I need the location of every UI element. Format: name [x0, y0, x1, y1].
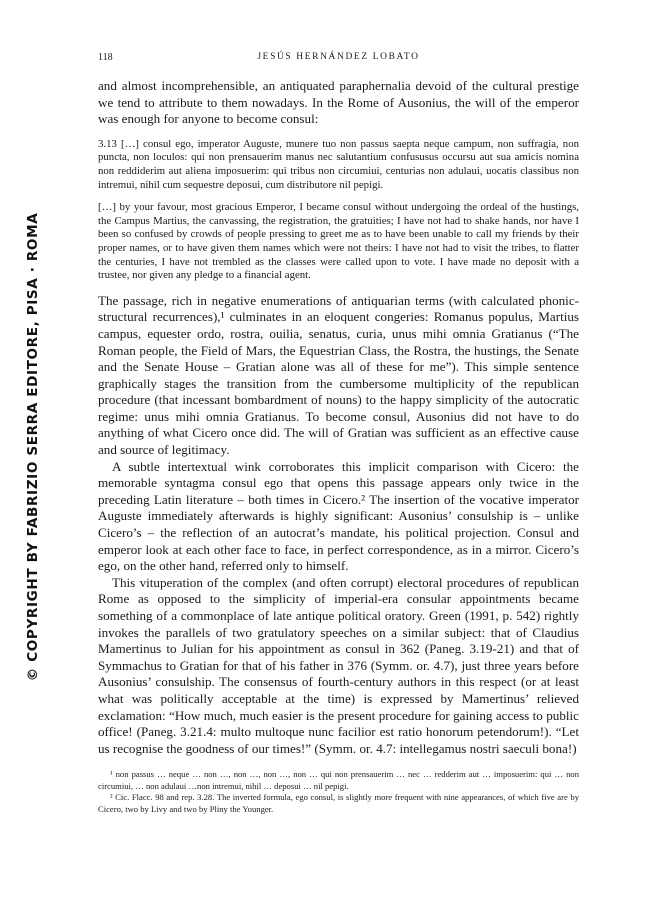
body-paragraph: This vituperation of the complex (and often corrupt) electoral procedures of republican Rome as opposed to the simplicity of imperial-era consular appointments became something of a commonplace of late antique political oratory. Green (1991, p. 542) rightly invokes the parallels of two gratulatory speeches on a similar subject: that of Claudius Mamertinus to Julian for his appointment as consul in 362 (Paneg. 3.19-21) and that of Symmachus to Gratian for that of his father in 376 (Symm. or. 4.7), just three years before Ausonius’ consulship. The consensus of fourth-century authors in this respect (or at least what was politically acceptable at the time) is expressed by Mamertinus’ relieved exclamation: “How much, much easier is the present procedure for gaining access to public office! (Paneg. 3.21.4: multo multoque nunc facilior est ratio honorum petendorum!). “Let us recognise the goodness of our times!” (Symm. or. 4.7: intellegamus nostri saeculi bona!)	[98, 574, 579, 756]
body-paragraph: A subtle intertextual wink corroborates this implicit comparison with Cicero: the memorable syntagma consul ego that opens this passage appears only twice in the preceding Latin literature – both times in Cicero.² The insertion of the vocative imperator Auguste immediately afterwards is highly significant: Ausonius’ consulship is – unlike Cicero’s – the reflection of an autocrat’s mandate, his political projection. Consul and emperor look at each other face to face, in perfect correspondence, as in a mirror. Cicero’s ego, on the other hand, referred only to himself.	[98, 458, 579, 574]
english-translation: […] by your favour, most gracious Emperor, I became consul without undergoing the ordeal of the hustings, the Campus Martius, the canvassing, the registration, the gratuities; I have not had to shake hands, nor have I been so confused by crowds of people pressing to greet me as to have been unable to call my friends by their proper names, or to have given them names which were not theirs: I have not had to visit the tribes, to flatter the centuries, I have not trembled as the classes were called upon to vote. I have made no deposit with a trustee, nor given any pledge to a financial agent.	[98, 201, 579, 282]
page-header	[98, 52, 579, 70]
copyright-notice: © COPYRIGHT BY FABRIZIO SERRA EDITORE, PISA · ROMA	[25, 212, 41, 682]
footnotes	[98, 769, 579, 815]
page-number: 118	[98, 52, 113, 63]
footnote-2: ² Cic. Flacc. 98 and rep. 3.28. The inverted formula, ego consul, is slightly more frequent with nine appearances, of which five are by Cicero, two by Livy and two by Pliny the Younger.	[98, 792, 579, 814]
page-content	[98, 52, 579, 757]
copyright-sidebar	[16, 0, 50, 922]
footnote-1: ¹ non passus … neque … non …, non …, non …, non … qui non prensauerim … nec … redderim aut … imposuerim: qui … non circumiui, … non adulaui …non intremui, nihil … deposui … nil pepigi.	[98, 769, 579, 791]
intro-paragraph: and almost incomprehensible, an antiquated paraphernalia devoid of the cultural prestige we tend to attribute to them nowadays. In the Rome of Ausonius, the will of the emperor was enough for anyone to become consul:	[98, 78, 579, 127]
body-paragraph: The passage, rich in negative enumerations of antiquarian terms (with calculated phonic-structural recurrences),¹ culminates in an eloquent congeries: Romanus populus, Martius campus, equester ordo, rostra, ouilia, senatus, curia, unus mihi omnia Gratianus (“The Roman people, the Field of Mars, the Equestrian Class, the Rostra, the hustings, the Senate and the Senate House – Gratian alone was all of these for me”). This simple sentence graphically stages the transition from the cumbersome multiplicity of the republican procedure (that incessant bombardment of nouns) to the happy simplicity of the autocratic regime: unus mihi omnia Gratianus. To become consul, Ausonius did not have to do anything of what Cicero once did. The will of Gratian was sufficient as an effective cause and source of legitimacy.	[98, 292, 579, 458]
running-head: JESÚS HERNÁNDEZ LOBATO	[257, 52, 420, 62]
latin-quotation: 3.13 […] consul ego, imperator Auguste, munere tuo non passus saepta neque campum, non suffragia, non puncta, non loculos: qui non prensauerim manus nec salutantium confususus occursu aut sua amicis nomina non reddiderim aut aliena imposuerim: qui tribus non circumiui, centurias non adulaui, uocatis classibus non intremui, nihil cum sequestre deposui, cum distributore nil pepigi.	[98, 137, 579, 191]
